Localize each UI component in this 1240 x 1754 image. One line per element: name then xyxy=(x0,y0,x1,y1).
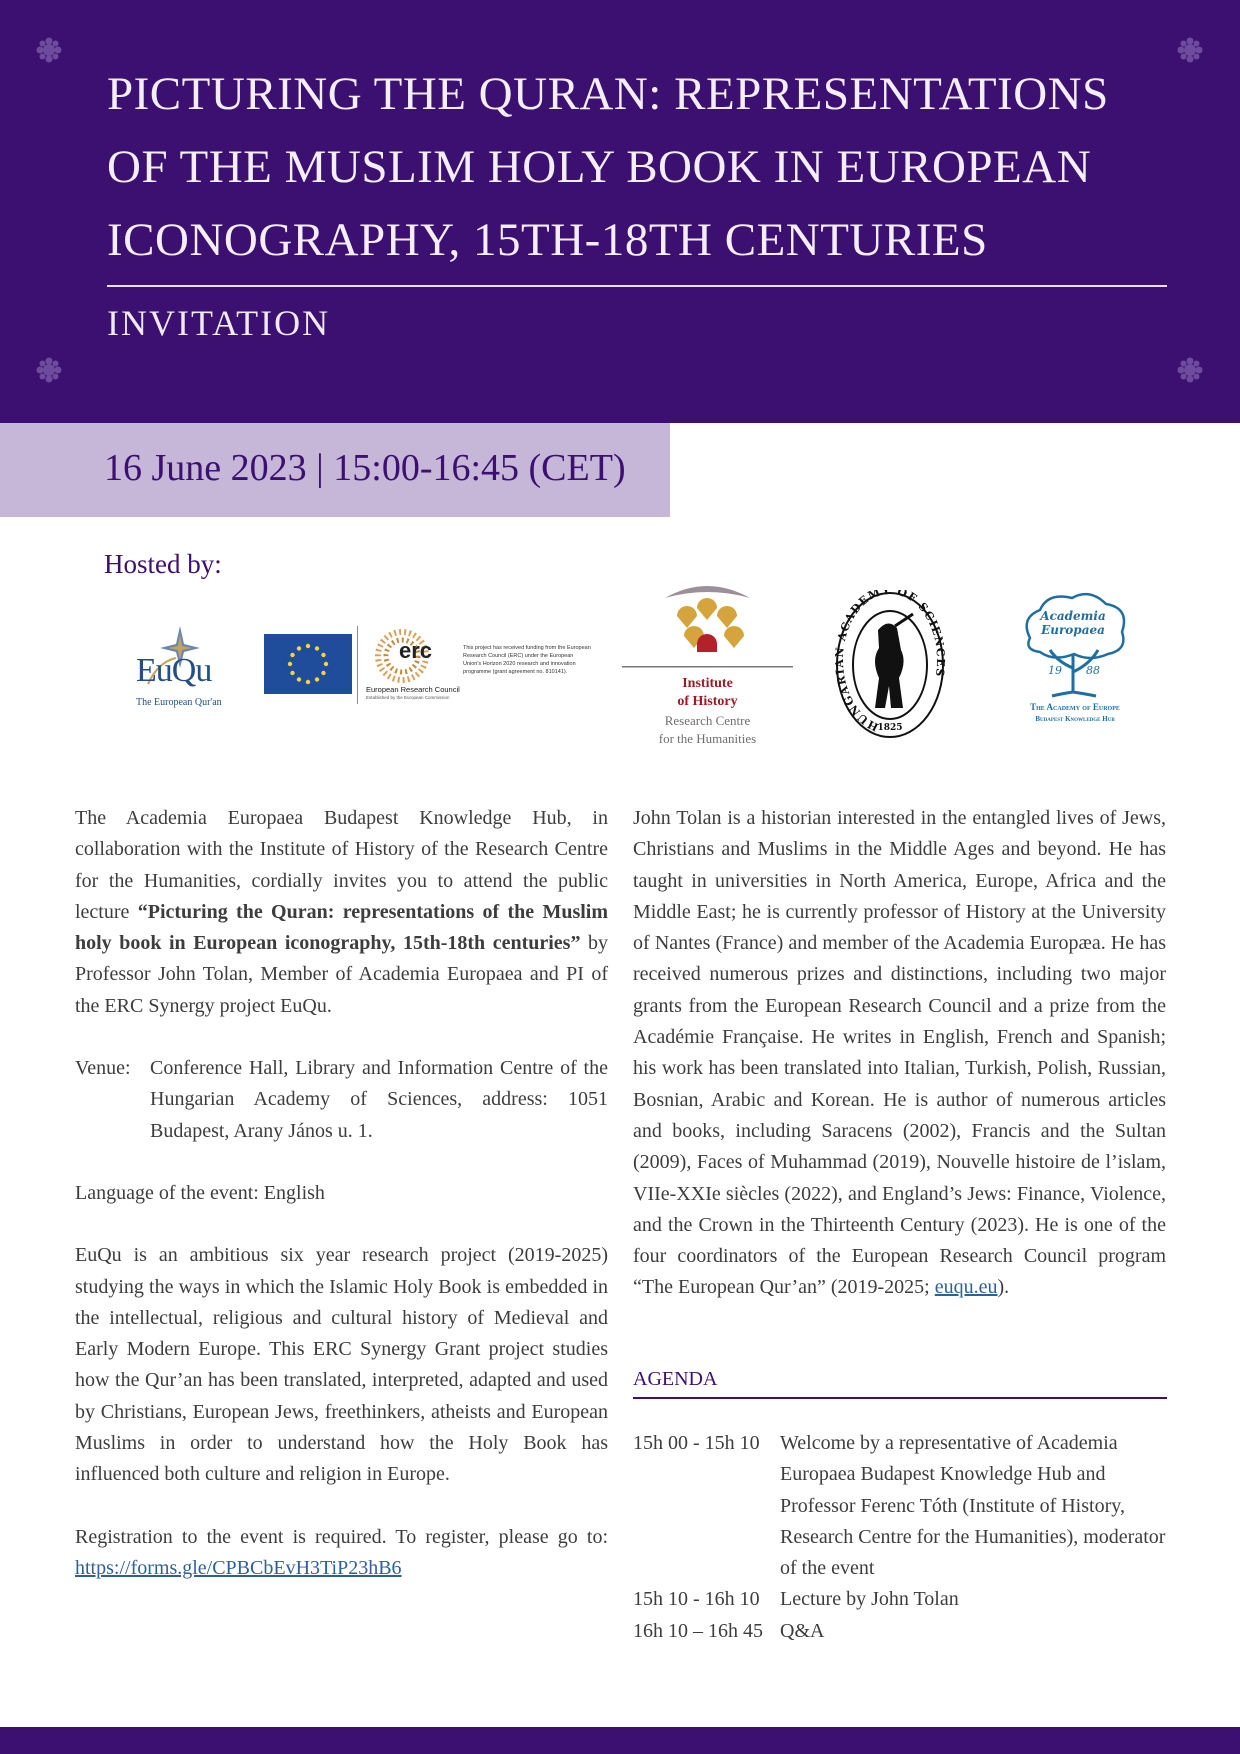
agenda-time: 15h 10 - 16h 10 xyxy=(633,1588,760,1611)
academia-europaea-logo xyxy=(1010,588,1140,733)
academia-line-2: Europaea xyxy=(1041,623,1105,637)
registration-link[interactable]: https://forms.gle/CPBCbEvH3TiP23hB6 xyxy=(75,1556,402,1579)
flower-ornament-icon xyxy=(36,357,62,383)
academia-line-1: Academia xyxy=(1040,609,1106,623)
header-divider xyxy=(107,285,1167,287)
page-subtitle: INVITATION xyxy=(107,303,331,343)
intro-text: The Academia Europaea Budapest Knowledge Hub, in collaboration with the Institute of History of the Research Centre for the Humanities, cordially invites you to attend the public lecture xyxy=(75,807,608,923)
academy-seal-icon xyxy=(833,590,948,740)
euqu-website-link[interactable]: euqu.eu xyxy=(934,1276,998,1299)
academia-year-right: 88 xyxy=(1086,664,1100,677)
institute-line-2: of History xyxy=(677,694,738,709)
institute-emblem-icon xyxy=(620,578,795,670)
hosted-by-label: Hosted by: xyxy=(104,549,222,579)
agenda-heading: AGENDA xyxy=(633,1368,718,1390)
euqu-wordmark: EuQu xyxy=(136,652,212,689)
bio-paragraph xyxy=(633,803,1166,1304)
academia-tree-icon xyxy=(1010,588,1140,698)
institute-line-3: Research Centre xyxy=(664,713,751,728)
bio-text: John Tolan is a historian interested in the entangled lives of Jews, Christians and Muslims in the Middle Ages and beyond. He has taught in universities in North America, Europe, Africa and the Middle East; he is currently professor of History at the University of Nantes (France) and member of the Academia Europæa. He has received numerous prizes and distinctions, including two major grants from the European Research Council and a prize from the Académie Française. He writes in English, French and Spanish; his work has been translated into Italian, Turkish, Polish, Russian, Bosnian, Arabic and Korean. He is author of numerous articles and books, including Saracens (2002), Francis and the Sultan (2009), Faces of Muhammad (2019), Nouvelle histoire de l’islam, VIIe-XXIe siècles (2022), and England’s Jews: Finance, Violence, and the Crown in the Thirteenth Century (2023). He is one of the four coordinators of the European Research Council program “The European Qur’an” (2019-2025; xyxy=(633,807,1166,1299)
academia-caption-1: The Academy of Europe xyxy=(1030,702,1120,712)
venue-block xyxy=(75,1053,608,1147)
intro-paragraph xyxy=(75,803,608,1022)
agenda-list xyxy=(633,1428,1167,1647)
flower-ornament-icon xyxy=(36,37,62,63)
seal-ring-text: HUNGARIAN ACADEMY OF SCIENCES xyxy=(833,590,948,734)
agenda-description: Q&A xyxy=(780,1619,825,1642)
agenda-description: Welcome by a representative of Academia Europaea Budapest Knowledge Hub and Professor Ferenc Tóth (Institute of History, Research Centre for the Humanities), moderator of the event xyxy=(780,1432,1166,1580)
footer-bar xyxy=(0,1727,1240,1754)
venue-text: Conference Hall, Library and Information Centre of the Hungarian Academy of Sciences, address: 1051 Budapest, Arany János u. 1. xyxy=(150,1057,608,1142)
venue-label: Venue: xyxy=(75,1057,131,1080)
intro-text-end: by Professor John Tolan, Member of Academia Europaea and PI of the ERC Synergy project EuQu. xyxy=(75,932,609,1017)
agenda-item xyxy=(633,1428,1167,1584)
bio-text-end: ). xyxy=(997,1276,1010,1299)
erc-acronym: erc xyxy=(399,638,433,663)
erc-logo xyxy=(264,624,594,704)
agenda-time: 15h 00 - 15h 10 xyxy=(633,1432,760,1454)
event-date-time: 16 June 2023 | 15:00-16:45 (CET) xyxy=(104,447,626,489)
agenda-time: 16h 10 – 16h 45 xyxy=(633,1619,763,1642)
registration-text: Registration to the event is required. To register, please go to: xyxy=(75,1525,608,1548)
hungarian-academy-seal xyxy=(833,590,948,740)
header-banner xyxy=(0,0,1240,423)
agenda-item xyxy=(633,1616,1167,1647)
agenda-description: Lecture by John Tolan xyxy=(780,1588,959,1611)
registration-paragraph xyxy=(75,1522,608,1585)
eu-flag-icon xyxy=(264,634,354,696)
date-band xyxy=(0,423,670,517)
euqu-logo xyxy=(128,622,233,712)
right-column xyxy=(633,803,1166,1304)
agenda-divider xyxy=(633,1397,1167,1399)
event-language: Language of the event: English xyxy=(75,1181,325,1204)
academia-year-left: 19 xyxy=(1048,664,1062,677)
erc-full-name: European Research Council xyxy=(366,685,460,694)
erc-divider xyxy=(357,626,358,704)
institute-of-history-logo xyxy=(620,578,795,758)
page-title: PICTURING THE QURAN: REPRESENTATIONS OF THE MUSLIM HOLY BOOK IN EUROPEAN ICONOGRAPHY, 15TH-18TH CENTURIES xyxy=(107,68,1109,266)
agenda-item xyxy=(633,1584,1167,1615)
academia-caption-2: Budapest Knowledge Hub xyxy=(1035,715,1115,723)
erc-funding-note: This project has received funding from the European Research Council (ERC) under the European Union's Horizon 2020 research and innovation programme (grant agreement no. 810141). xyxy=(463,645,591,675)
erc-sub-caption: Established by the European Commission xyxy=(366,695,450,700)
project-paragraph: EuQu is an ambitious six year research project (2019-2025) studying the ways in which the Islamic Holy Book is embedded in the intellectual, religious and cultural history of Medieval and Early Modern Europe. This ERC Synergy Grant project studies how the Qur’an has been translated, interpreted, adapted and used by Christians, European Jews, freethinkers, atheists and European Muslims in order to understand how the Holy Book has influenced both culture and religion in Europe. xyxy=(75,1244,608,1486)
euqu-caption: The European Qur'an xyxy=(136,697,222,708)
institute-line-1: Institute xyxy=(682,676,733,691)
seal-year: 1825 xyxy=(877,723,903,733)
flower-ornament-icon xyxy=(1177,357,1203,383)
flower-ornament-icon xyxy=(1177,37,1203,63)
left-column xyxy=(75,803,608,1584)
lecture-title: “Picturing the Quran: representations of the Muslim holy book in European iconography, 15th-18th centuries” xyxy=(75,900,609,955)
institute-line-4: for the Humanities xyxy=(658,731,757,746)
